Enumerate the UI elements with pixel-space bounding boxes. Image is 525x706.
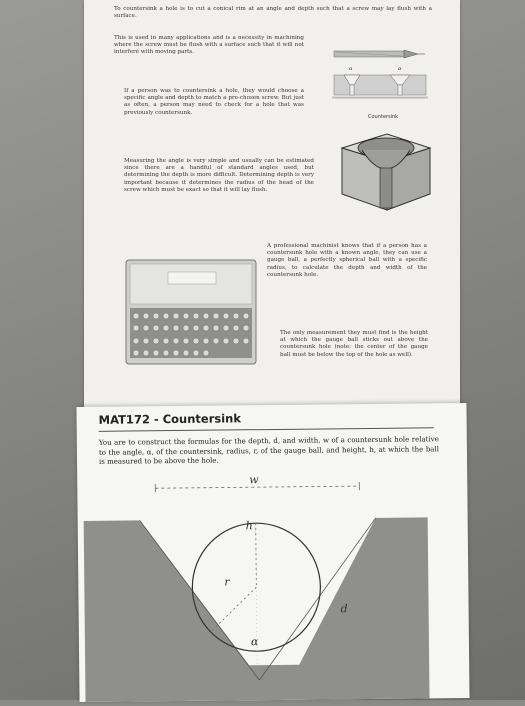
countersink-diagram: [77, 473, 469, 702]
angle-label: α: [251, 635, 259, 648]
alpha-label-1: α: [349, 66, 352, 72]
paragraph-uses: This is used in many applications and is a necessity in machining where the screw must be flush with a surface such that it will not interfere with moving parts.: [114, 35, 304, 57]
paragraph-machinist: A professional machinist knows that if a person has a countersunk hole with a known angle, they can use a gauge ball, a perfectly spherical ball with a specific radius, to calculate the depth and width of the countersunk hole.: [267, 243, 427, 279]
paragraph-measure: The only measurement they must find is the height at which the gauge ball sticks out above the countersunk hole (note: the center of the gauge ball must be below the top of the hole as well).: [280, 330, 428, 359]
alpha-label-2: α: [398, 66, 401, 72]
handout-page-2: [76, 403, 469, 702]
countersink-block-image: [332, 128, 437, 213]
gauge-ball-set-photo: [124, 258, 260, 370]
width-label: w: [249, 473, 259, 486]
depth-label: d: [341, 602, 348, 615]
problem-statement: You are to construct the formulas for the depth, d, and width, w of a countersunk hole relative to the angle, α, of the countersink, radius, r, of the gauge ball, and height, h, at which the ball is measured to be above the hole.: [99, 435, 439, 467]
countersink-screw-figure: [332, 45, 432, 120]
page-title: MAT172 - Countersink: [99, 411, 242, 426]
paragraph-intro: To countersink a hole is to cut a conical rim at an angle and depth such that a screw may lay flush with a surface.: [114, 6, 432, 20]
handout-page-1: [84, 0, 460, 420]
paragraph-measuring: Measuring the angle is very simple and usually can be estimated since there are a handful of standard angles used, but determining the depth is more difficult. Determining depth is very important because it determines the radius of the head of the screw which must be exact so that it will lay flush.: [124, 158, 314, 194]
paragraph-person: If a person was to countersink a hole, they would choose a specific angle and depth to match a pre-chosen screw. But just as often, a person may need to check for a hole that was previously countersunk.: [124, 88, 304, 117]
title-rule: [99, 427, 434, 432]
figure-caption: Countersink: [368, 114, 398, 120]
height-label: h: [246, 519, 253, 532]
radius-label: r: [224, 575, 229, 588]
